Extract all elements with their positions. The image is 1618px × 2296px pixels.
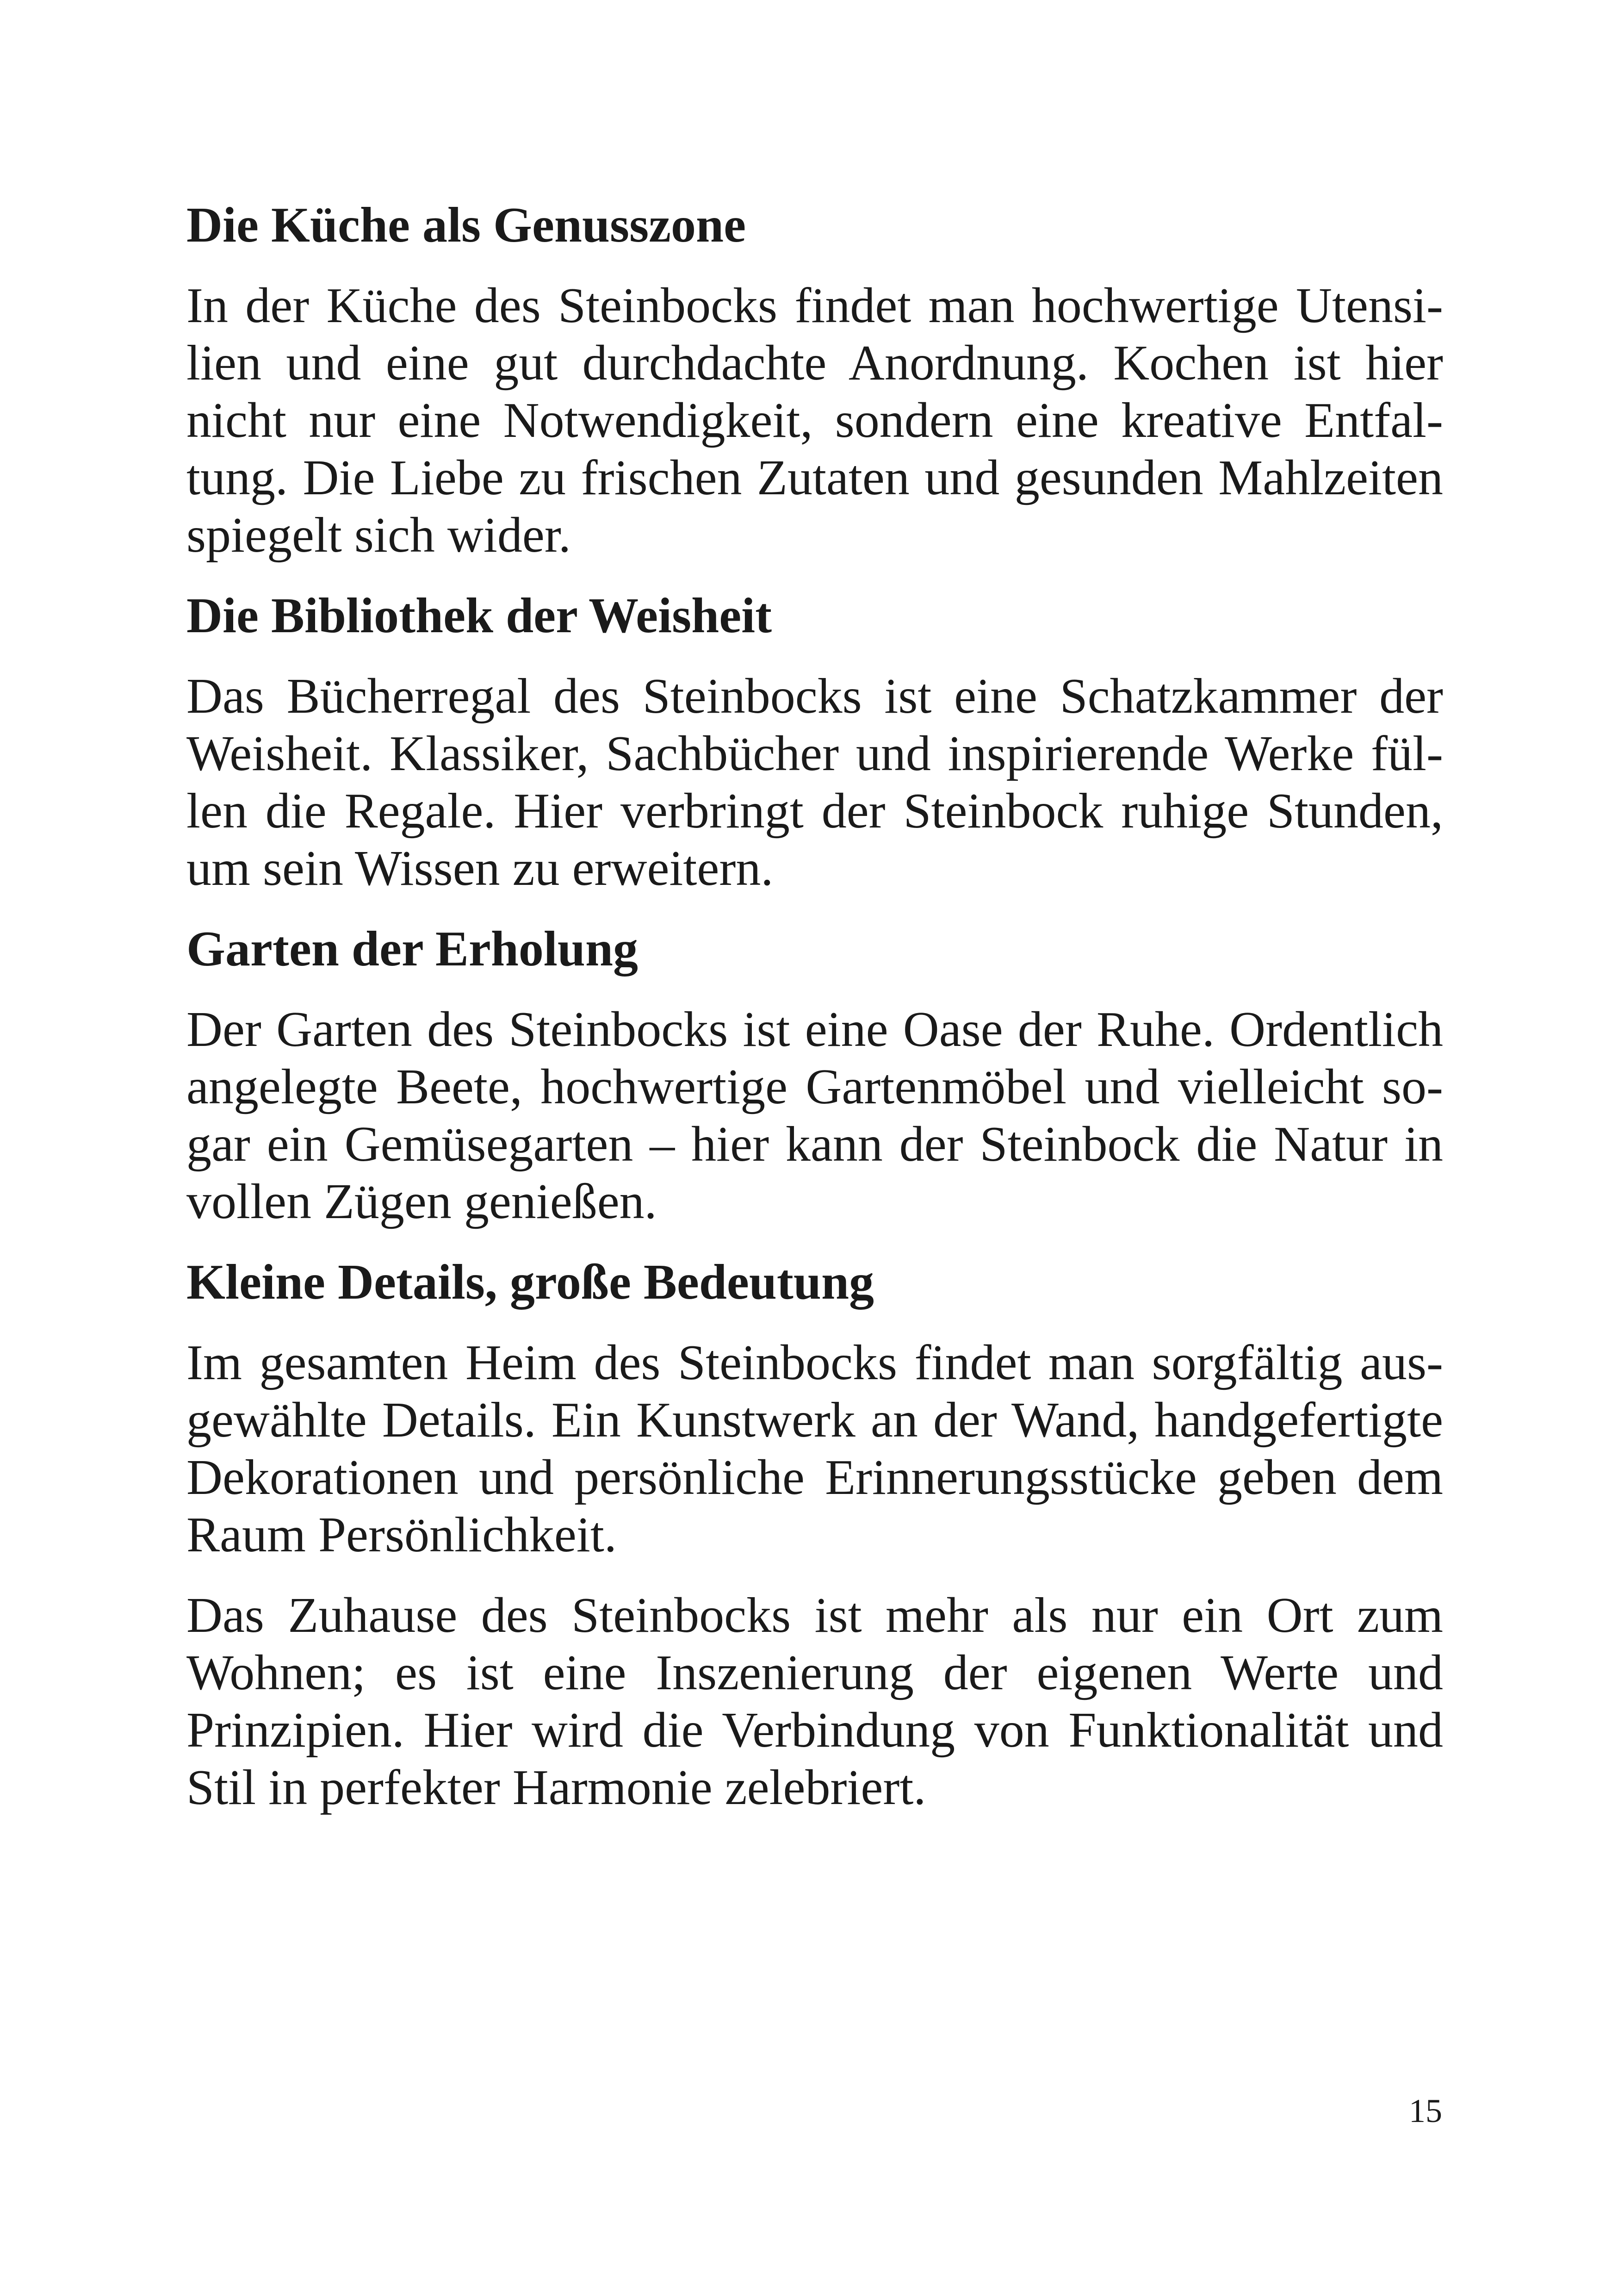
paragraph-conclusion: Das Zuhause des Steinbocks ist mehr als nur ein Ort zum Wohnen; es ist eine Inszenierung der eigenen Werte und Prinzipien. Hier wird die Verbindung von Funktionalität und Stil in perfekter Harmonie zelebriert.	[186, 1588, 1443, 1815]
page-number: 15	[1409, 2092, 1442, 2129]
paragraph-library: Das Bücherregal des Steinbocks ist eine Schatzkammer der Weisheit. Klassiker, Sachbücher und inspirierende Werke füllen die Regale. Hier verbringt der Steinbock ruhige Stunden, um sein Wissen zu erweitern.	[186, 669, 1443, 896]
section-heading-garden: Garten der Erholung	[186, 921, 639, 977]
paragraph-kitchen: In der Küche des Steinbocks findet man hochwertige Utensilien und eine gut durchdachte Anordnung. Kochen ist hier nicht nur eine Notwendigkeit, sondern eine kreative Entfaltung. Die Liebe zu frischen Zutaten und gesunden Mahlzeiten spiegelt sich wider.	[186, 278, 1443, 563]
body-text	[186, 197, 1443, 1840]
section-heading-kitchen: Die Küche als Genusszone	[186, 198, 746, 253]
section-heading-library: Die Bibliothek der Weisheit	[186, 588, 772, 643]
section-heading-details: Kleine Details, große Bedeutung	[186, 1255, 874, 1310]
paragraph-details: Im gesamten Heim des Steinbocks findet man sorgfältig ausgewählte Details. Ein Kunstwerk an der Wand, handgefertigte Dekorationen und persönliche Erinnerungsstücke geben dem Raum Persönlichkeit.	[186, 1335, 1443, 1562]
paragraph-garden: Der Garten des Steinbocks ist eine Oase der Ruhe. Ordentlich angelegte Beete, hochwertige Gartenmöbel und vielleicht sogar ein Gemüsegarten – hier kann der Steinbock die Natur in vollen Zügen genießen.	[186, 1002, 1443, 1229]
